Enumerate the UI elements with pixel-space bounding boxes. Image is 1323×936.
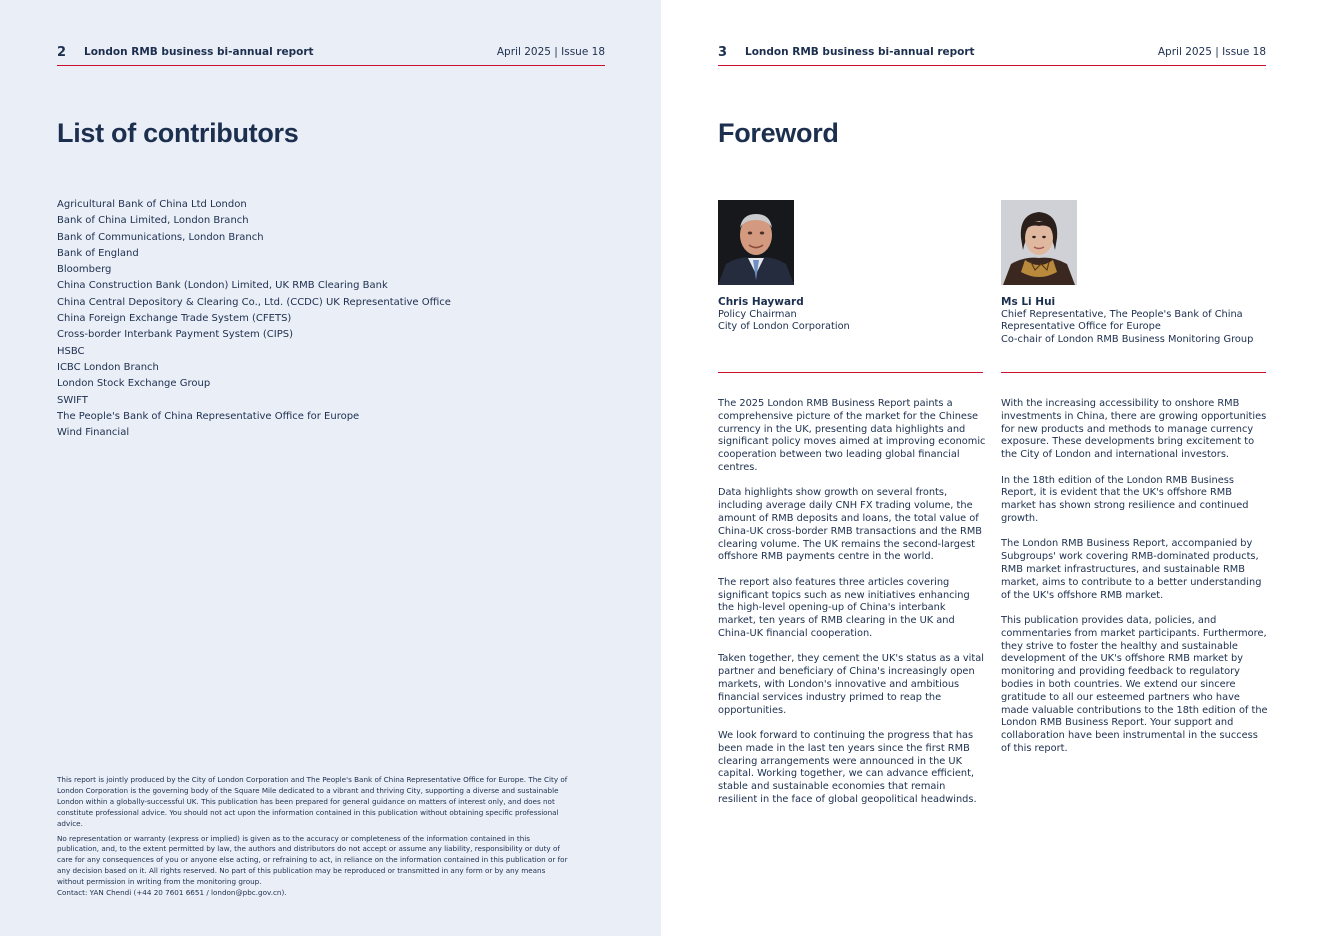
list-item: London Stock Exchange Group	[57, 378, 211, 390]
list-item: ICBC London Branch	[57, 361, 159, 373]
foreword-paragraph: The London RMB Business Report, accompanied by Subgroups' work covering RMB-dominated products, RMB market infrastructures, and sustainable RMB market, aims to contribute to a better understanding of the UK's offshore RMB market.	[1001, 538, 1262, 601]
right-page	[661, 0, 1323, 936]
foreword-paragraph: With the increasing accessibility to onshore RMB investments in China, there are growing opportunities for new products and methods to manage currency exposure. These developments bring excitement to the City of London and international investors.	[1001, 398, 1267, 461]
foreword-paragraph: We look forward to continuing the progress that has been made in the last ten years since the first RMB clearing arrangements were announced in the UK capital. Working together, we can advance efficient, stable and sustainable economies that remain resilient in the face of global geopolitical headwinds.	[718, 729, 977, 805]
page-number: 2	[57, 45, 67, 60]
person-role: Co-chair of London RMB Business Monitoring Group	[1001, 333, 1254, 345]
foreword-column-2	[1001, 398, 1269, 768]
person-role: Representative Office for Europe	[1001, 321, 1161, 333]
list-item: Agricultural Bank of China Ltd London	[57, 199, 247, 210]
left-page	[0, 0, 661, 936]
list-item: HSBC	[57, 345, 85, 357]
foreword-paragraph: Taken together, they cement the UK's status as a vital partner and beneficiary of China's increasingly open markets, with London's innovative and ambitious financial services industry primed to reap the opportunities.	[718, 653, 984, 716]
page-title: List of contributors	[57, 118, 299, 148]
list-item: China Foreign Exchange Trade System (CFETS)	[57, 313, 292, 325]
foreword-paragraph: The report also features three articles covering significant topics such as new initiatives enhancing the high-level opening-up of China's interbank market, ten years of RMB clearing in the UK and China-UK financial cooperation.	[718, 576, 970, 639]
disclaimer	[57, 775, 569, 903]
person-role: Policy Chairman	[718, 309, 797, 320]
person-chris-hayward	[718, 296, 983, 334]
person-role: Chief Representative, The People's Bank of China	[1001, 309, 1243, 320]
contact-line: Contact: YAN Chendi (+44 20 7601 6651 / london@pbc.gov.cn).	[57, 888, 287, 898]
person-name: Ms Li Hui	[1001, 296, 1056, 308]
foreword-paragraph: Data highlights show growth on several fronts, including average daily CNH FX trading volume, the amount of RMB deposits and loans, the total value of China-UK cross-border RMB transactions and the RMB clearing volume. The UK remains the second-largest offshore RMB payments centre in the world.	[718, 487, 982, 563]
list-item: China Construction Bank (London) Limited, UK RMB Clearing Bank	[57, 280, 388, 292]
list-item: Cross-border Interbank Payment System (CIPS)	[57, 329, 294, 341]
issue-label: April 2025 | Issue 18	[496, 46, 605, 58]
person-role: City of London Corporation	[718, 321, 850, 333]
page-header	[718, 44, 1266, 66]
person-name: Chris Hayward	[718, 296, 804, 308]
portrait-photo-li-hui	[1001, 200, 1077, 285]
list-item: Wind Financial	[57, 427, 130, 439]
page-title: Foreword	[718, 118, 839, 148]
portrait-photo-chris-hayward	[718, 200, 794, 285]
list-item: SWIFT	[57, 394, 88, 406]
column-divider	[718, 372, 983, 373]
person-li-hui	[1001, 296, 1266, 346]
disclaimer-paragraph: No representation or warranty (express or implied) is given as to the accuracy or completeness of the information contained in this publication, and, to the extent permitted by law, the authors and distributors do not accept or assume any liability, responsibility or duty of care for any consequences of you or anyone else acting, or refraining to act, in reliance on the information contained in this publication or for any decision based on it. All rights reserved. No part of this publication may be reproduced or transmitted in any form or by any means without permission in writing from the monitoring group.	[57, 833, 568, 887]
list-item: Bank of China Limited, London Branch	[57, 215, 249, 227]
foreword-paragraph: The 2025 London RMB Business Report paints a comprehensive picture of the market for the Chinese currency in the UK, presenting data highlights and significant policy moves aimed at improving economic cooperation between two leading global financial centres.	[718, 398, 986, 473]
report-name: London RMB business bi-annual report	[745, 46, 975, 58]
contributors-list	[57, 197, 451, 441]
list-item: Bank of England	[57, 247, 139, 259]
report-name: London RMB business bi-annual report	[84, 46, 314, 58]
foreword-paragraph: This publication provides data, policies, and commentaries from market participants. Furthermore, they strive to foster the healthy and sustainable development of the UK's offshore RMB market by monitoring and providing feedback to regulatory bodies in both countries. We extend our sincere gratitude to all our esteemed partners who have made valuable contributions to the 18th edition of the London RMB Business Report. Your support and collaboration have been instrumental in the success of this report.	[1001, 614, 1268, 754]
column-divider	[1001, 372, 1266, 373]
foreword-paragraph: In the 18th edition of the London RMB Business Report, it is evident that the UK's offshore RMB market has shown strong resilience and continued growth.	[1001, 474, 1249, 524]
list-item: China Central Depository & Clearing Co., Ltd. (CCDC) UK Representative Office	[57, 296, 451, 308]
list-item: The People's Bank of China Representative Office for Europe	[57, 410, 360, 422]
issue-label: April 2025 | Issue 18	[1157, 46, 1266, 58]
page-number: 3	[718, 45, 728, 60]
disclaimer-paragraph: This report is jointly produced by the City of London Corporation and The People's Bank of China Representative Office for Europe. The City of London Corporation is the governing body of the Square Mile dedicated to a vibrant and thriving City, supporting a diverse and sustainable London within a globally-successful UK. This publication has been prepared for general guidance on matters of interest only, and does not constitute professional advice. You should not act upon the information contained in this publication without obtaining specific professional advice.	[57, 775, 568, 828]
foreword-column-1	[718, 398, 986, 819]
page-header	[57, 44, 605, 66]
list-item: Bloomberg	[57, 264, 112, 276]
list-item: Bank of Communications, London Branch	[57, 231, 264, 243]
